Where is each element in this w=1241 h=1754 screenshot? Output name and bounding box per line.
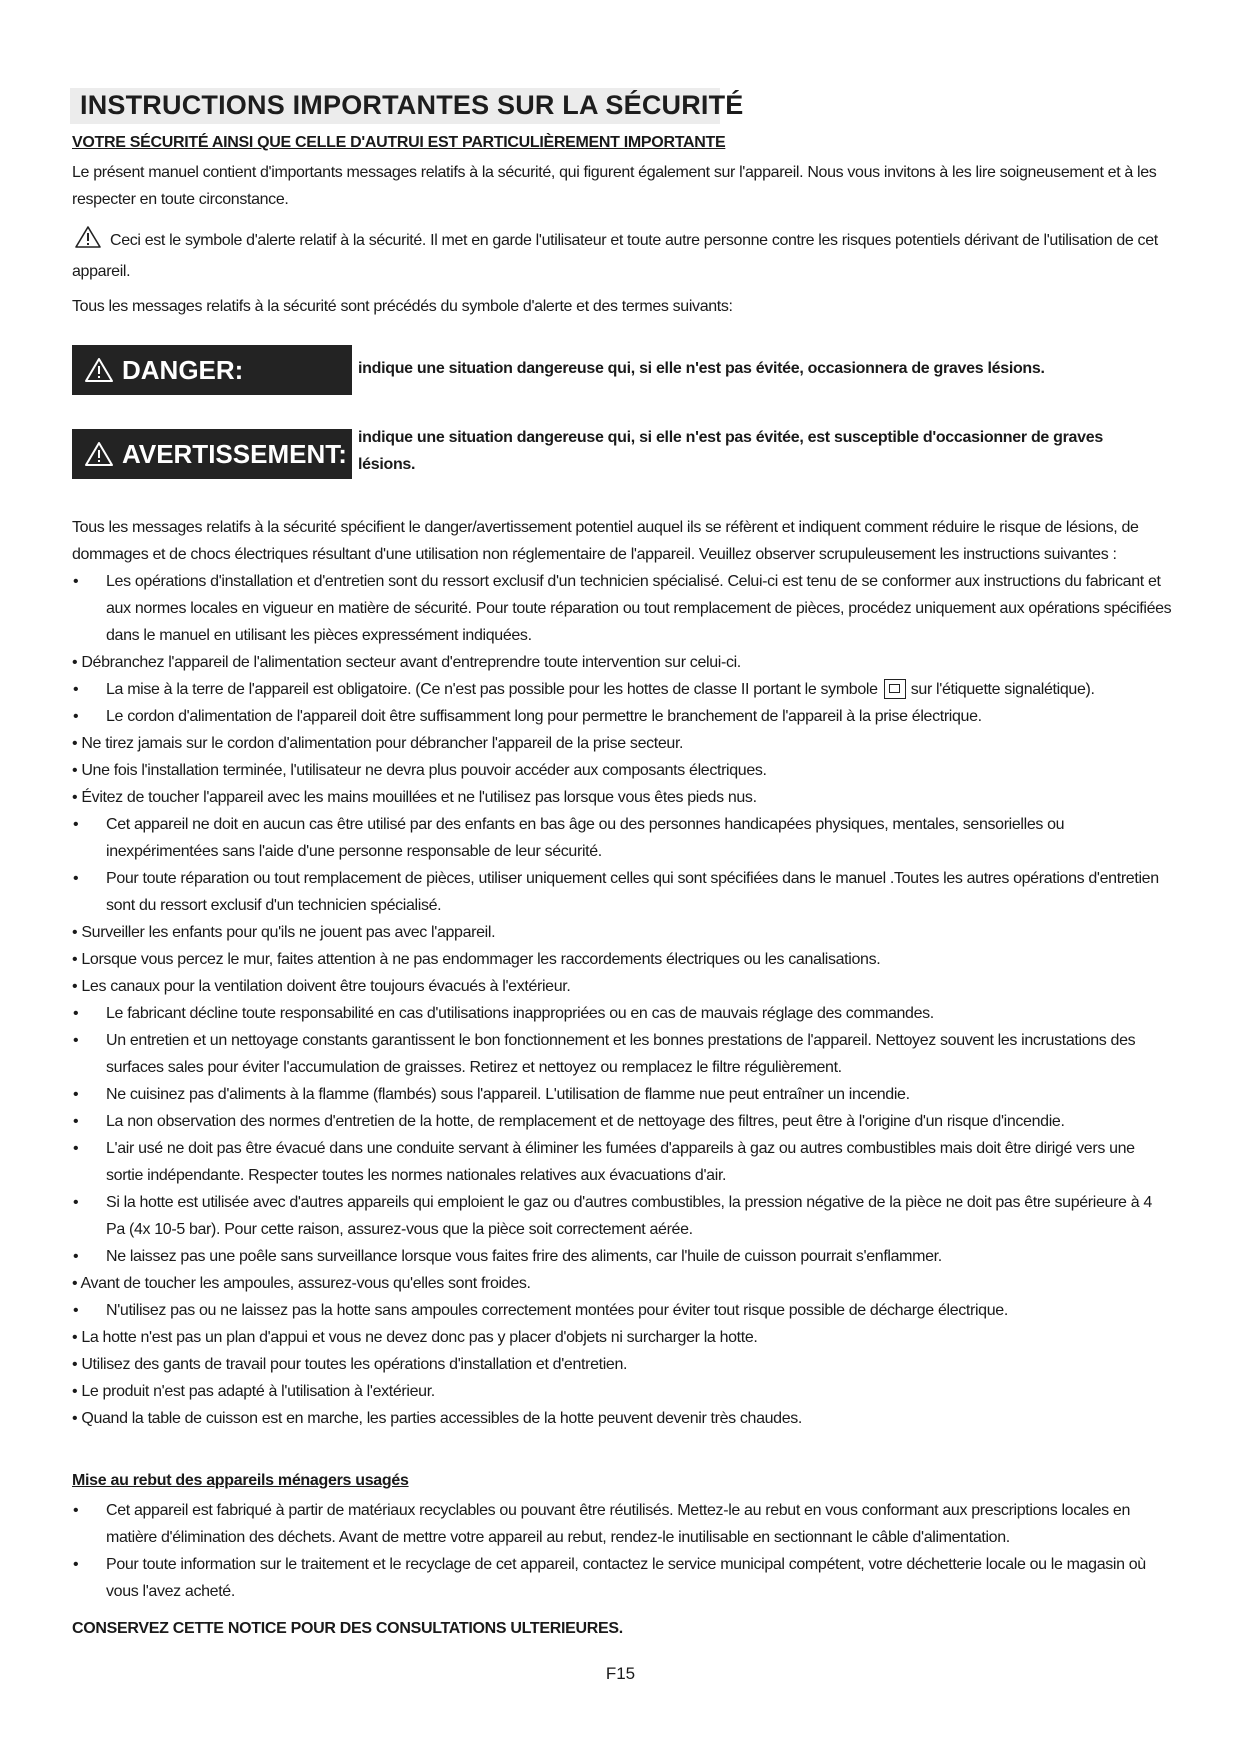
list-item: • Ne laissez pas une poêle sans surveillance lorsque vous faites frire des aliments, car l'huile de cuisson pourrait s'enflammer. [72, 1243, 1172, 1270]
danger-badge [72, 345, 352, 395]
warning-badge [72, 429, 352, 479]
list-item: • Un entretien et un nettoyage constants garantissent le bon fonctionnement et les bonnes prestations de l'appareil. Nettoyez souvent les incrustations des surfaces sales pour éviter l'accumulation de graisses. Retirez et nettoyez ou remplacez le filtre régulièrement. [72, 1027, 1172, 1081]
danger-text: indique une situation dangereuse qui, si elle n'est pas évitée, occasionnera de graves lésions. [358, 360, 1045, 377]
list-item: • Débranchez l'appareil de l'alimentation secteur avant d'entreprendre toute intervention sur celui-ci. [72, 654, 741, 671]
messages-detail: Tous les messages relatifs à la sécurité spécifient le danger/avertissement potentiel auquel ils se réfèrent et indiquent comment réduire le risque de lésions, de dommages et de chocs électriques résultant d'une utilisation non réglementaire de l'appareil. Veuillez observer scrupuleusement les instructions suivantes : [72, 519, 1139, 563]
safety-instructions-list [72, 568, 1172, 1432]
warning-text: indique une situation dangereuse qui, si elle n'est pas évitée, est susceptible d'occasionner de graves lésions. [358, 429, 1103, 473]
danger-label: DANGER: [122, 354, 244, 385]
page-number: F15 [605, 1664, 636, 1683]
list-item: • Évitez de toucher l'appareil avec les mains mouillées et ne l'utilisez pas lorsque vous êtes pieds nus. [72, 789, 757, 806]
list-item: • Lorsque vous percez le mur, faites attention à ne pas endommager les raccordements électriques ou les canalisations. [72, 951, 881, 968]
list-item: • Utilisez des gants de travail pour toutes les opérations d'installation et d'entretien. [72, 1356, 628, 1373]
list-item: • N'utilisez pas ou ne laissez pas la hotte sans ampoules correctement montées pour éviter tout risque possible de décharge électrique. [72, 1297, 1172, 1324]
list-item: • Les opérations d'installation et d'entretien sont du ressort exclusif d'un technicien spécialisé. Celui-ci est tenu de se conformer aux instructions du fabricant et aux normes locales en vigueur en matière de sécurité. Pour toute réparation ou tout remplacement de pièces, procédez uniquement aux opérations spécifiées dans le manuel en utilisant les pièces expressément indiquées. [72, 568, 1172, 649]
list-item: • La hotte n'est pas un plan d'appui et vous ne devez donc pas y placer d'objets ni surcharger la hotte. [72, 1329, 758, 1346]
list-item: • L'air usé ne doit pas être évacué dans une conduite servant à éliminer les fumées d'appareils à gaz ou autres combustibles mais doit être dirigé vers une sortie indépendante. Respecter toutes les normes nationales relatives aux évacuations d'air. [72, 1135, 1172, 1189]
class-ii-symbol-icon [884, 679, 906, 699]
list-item: • Surveiller les enfants pour qu'ils ne jouent pas avec l'appareil. [72, 924, 496, 941]
disposal-list [72, 1497, 1172, 1605]
list-item: • Le fabricant décline toute responsabilité en cas d'utilisations inappropriées ou en cas de mauvais réglage des commandes. [72, 1000, 1172, 1027]
intro-paragraph: Le présent manuel contient d'importants messages relatifs à la sécurité, qui figurent également sur l'appareil. Nous vous invitons à les lire soigneusement et à les respecter en toute circonstance. [72, 164, 1157, 208]
list-item: • Pour toute réparation ou tout remplacement de pièces, utiliser uniquement celles qui sont spécifiées dans le manuel .Toutes les autres opérations d'entretien sont du ressort exclusif d'un technicien spécialisé. [72, 865, 1172, 919]
list-item: • Pour toute information sur le traitement et le recyclage de cet appareil, contactez le service municipal compétent, votre déchetterie locale ou le magasin où vous l'avez acheté. [72, 1551, 1172, 1605]
keep-notice: CONSERVEZ CETTE NOTICE POUR DES CONSULTATIONS ULTERIEURES. [72, 1620, 623, 1637]
section-subtitle: VOTRE SÉCURITÉ AINSI QUE CELLE D'AUTRUI EST PARTICULIÈREMENT IMPORTANTE [72, 134, 726, 151]
warning-triangle-icon [84, 357, 114, 383]
alert-symbol-paragraph [72, 225, 1172, 285]
alert-symbol-text: Ceci est le symbole d'alerte relatif à la sécurité. Il met en garde l'utilisateur et toute autre personne contre les risques potentiels dérivant de l'utilisation de cet appareil. [72, 232, 1158, 280]
warning-label: AVERTISSEMENT: [122, 438, 347, 469]
messages-intro: Tous les messages relatifs à la sécurité sont précédés du symbole d'alerte et des termes suivants: [72, 298, 733, 315]
list-item: • La non observation des normes d'entretien de la hotte, de remplacement et de nettoyage des filtres, peut être à l'origine d'un risque d'incendie. [72, 1108, 1172, 1135]
list-item: • Cet appareil ne doit en aucun cas être utilisé par des enfants en bas âge ou des personnes handicapées physiques, mentales, sensorielles ou inexpérimentées sans l'aide d'une personne responsable de leur sécurité. [72, 811, 1172, 865]
list-item: • Quand la table de cuisson est en marche, les parties accessibles de la hotte peuvent devenir très chaudes. [72, 1410, 803, 1427]
list-item: • Le cordon d'alimentation de l'appareil doit être suffisamment long pour permettre le branchement de l'appareil à la prise électrique. [72, 703, 1172, 730]
disposal-title: Mise au rebut des appareils ménagers usagés [72, 1472, 409, 1489]
warning-triangle-icon [84, 441, 114, 467]
warning-triangle-icon [74, 225, 102, 258]
list-item: • Cet appareil est fabriqué à partir de matériaux recyclables ou pouvant être réutilisés. Mettez-le au rebut en vous conformant aux prescriptions locales en matière d'élimination des déchets. Avant de mettre votre appareil au rebut, rendez-le inutilisable en sectionnant le câble d'alimentation. [72, 1497, 1172, 1551]
page-title: INSTRUCTIONS IMPORTANTES SUR LA SÉCURITÉ [80, 90, 744, 120]
list-item: • La mise à la terre de l'appareil est obligatoire. (Ce n'est pas possible pour les hottes de classe II portant le symbole sur l'étiquette signalétique). [72, 676, 1172, 703]
list-item: • Ne tirez jamais sur le cordon d'alimentation pour débrancher l'appareil de la prise secteur. [72, 735, 684, 752]
list-item: • Les canaux pour la ventilation doivent être toujours évacués à l'extérieur. [72, 978, 571, 995]
list-item: • Si la hotte est utilisée avec d'autres appareils qui emploient le gaz ou d'autres combustibles, la pression négative de la pièce ne doit pas être supérieure à 4 Pa (4x 10-5 bar). Pour cette raison, assurez-vous que la pièce soit correctement aérée. [72, 1189, 1172, 1243]
list-item: • Une fois l'installation terminée, l'utilisateur ne devra plus pouvoir accéder aux composants électriques. [72, 762, 767, 779]
list-item: • Ne cuisinez pas d'aliments à la flamme (flambés) sous l'appareil. L'utilisation de flamme nue peut entraîner un incendie. [72, 1081, 1172, 1108]
list-item: • Le produit n'est pas adapté à l'utilisation à l'extérieur. [72, 1383, 435, 1400]
list-item: • Avant de toucher les ampoules, assurez-vous qu'elles sont froides. [72, 1275, 531, 1292]
